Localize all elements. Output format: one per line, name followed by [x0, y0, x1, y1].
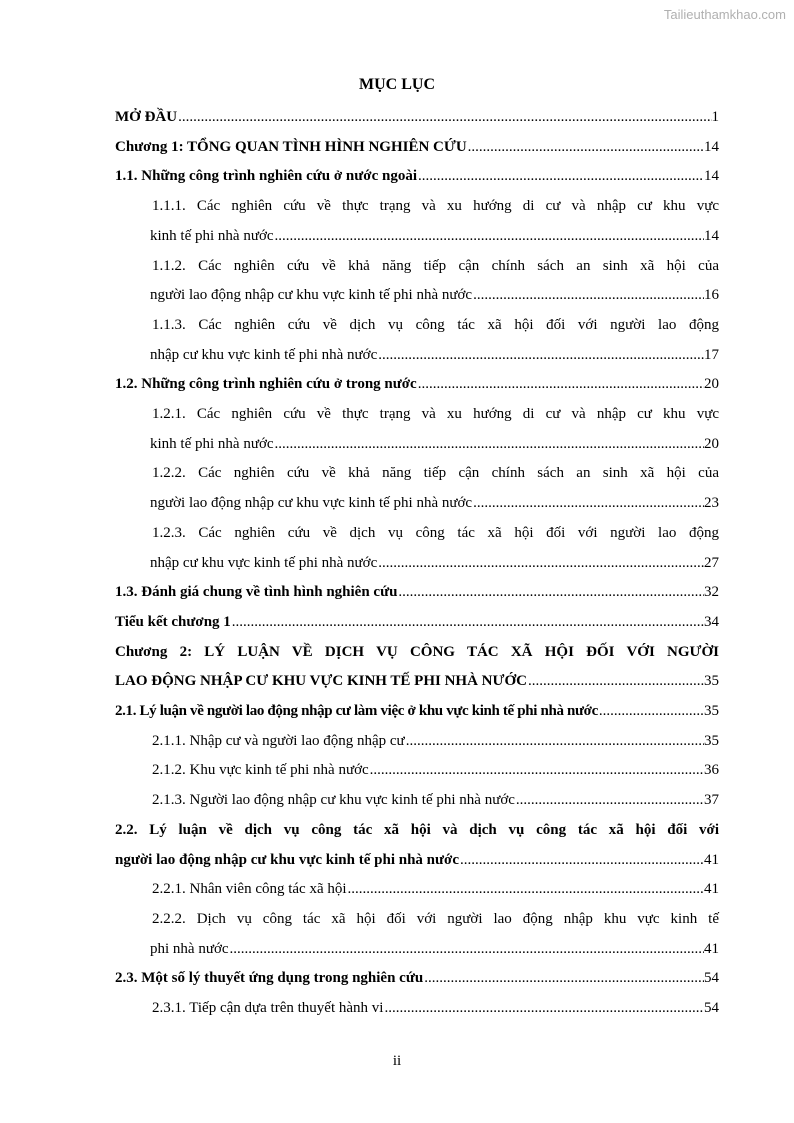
toc-entry-1-2-2[interactable] [115, 459, 719, 518]
toc-page-number: 23 [704, 495, 719, 512]
toc-entry-1-1-1[interactable] [115, 192, 719, 251]
toc-page-number: 20 [704, 435, 719, 452]
toc-entry-2-1-1[interactable] [115, 727, 719, 757]
toc-page-number: 41 [704, 881, 719, 898]
toc-entry-text: 2.1.1. Nhập cư và người lao động nhập cư [152, 732, 405, 749]
toc-entry-chapter-1[interactable] [115, 133, 719, 163]
toc-page-number: 41 [704, 940, 719, 957]
toc-page-number: 35 [704, 703, 719, 720]
toc-entry-1-3[interactable] [115, 578, 719, 608]
toc-entry-text: kinh tế phi nhà nước [150, 227, 274, 244]
toc-leader-dots [378, 341, 704, 371]
toc-entry-text: 1.2. Những công trình nghiên cứu ở trong nước [115, 376, 417, 393]
toc-leader-dots [599, 697, 704, 727]
toc-page-number: 27 [704, 554, 719, 571]
toc-page-number: 17 [704, 346, 719, 363]
toc-page-number: 54 [704, 1000, 719, 1017]
toc-entry-text: người lao động nhập cư khu vực kinh tế phi nhà nước [150, 495, 473, 512]
toc-page-number: 14 [704, 168, 719, 185]
toc-page-number: 16 [704, 287, 719, 304]
toc-page-number: 36 [704, 762, 719, 779]
toc-entry-1-2[interactable] [115, 370, 719, 400]
toc-page-number: 54 [704, 970, 719, 987]
toc-entry-chapter-2[interactable] [115, 638, 719, 697]
toc-entry-text: kinh tế phi nhà nước [150, 435, 274, 452]
toc-entry-text: nhập cư khu vực kinh tế phi nhà nước [150, 554, 378, 571]
toc-entry-text: MỞ ĐẦU [115, 109, 178, 125]
toc-page-number: 1 [711, 109, 719, 125]
toc-entry-text: 2.1.3. Người lao động nhập cư khu vực kinh tế phi nhà nước [152, 792, 515, 809]
toc-entry-text-line1: 1.2.3. Các nghiên cứu về dịch vụ công tác xã hội đối với người lao động [152, 524, 719, 541]
toc-entry-mo-dau[interactable] [115, 103, 719, 133]
toc-leader-dots [384, 994, 704, 1024]
toc-leader-dots [378, 549, 704, 579]
toc-page-number: 32 [704, 584, 719, 601]
toc-leader-dots [473, 281, 704, 311]
toc-page-number: 35 [704, 732, 719, 749]
toc-page-number: 34 [704, 613, 719, 630]
toc-entry-text: Tiểu kết chương 1 [115, 613, 231, 630]
toc-entry-text: phi nhà nước [150, 940, 229, 957]
toc-leader-dots [398, 578, 704, 608]
toc-entry-text: nhập cư khu vực kinh tế phi nhà nước [150, 346, 378, 363]
toc-entry-text: 2.1. Lý luận về người lao động nhập cư làm việc ở khu vực kinh tế phi nhà nước [115, 703, 598, 720]
toc-page-number: 14 [704, 138, 719, 155]
toc-entry-text: 1.3. Đánh giá chung về tình hình nghiên cứu [115, 584, 398, 601]
toc-entry-text-line1: 2.2.2. Dịch vụ công tác xã hội đối với người lao động nhập khu vực kinh tế [152, 910, 719, 927]
toc-entry-2-2-1[interactable] [115, 875, 719, 905]
toc-entry-summary-chapter-1[interactable] [115, 608, 719, 638]
toc-entry-text-line1: 2.2. Lý luận về dịch vụ công tác xã hội và dịch vụ công tác xã hội đối với [115, 821, 719, 838]
toc-leader-dots [232, 608, 704, 638]
toc-entry-1-2-1[interactable] [115, 400, 719, 459]
toc-leader-dots [348, 875, 704, 905]
toc-entry-2-1-3[interactable] [115, 786, 719, 816]
toc-leader-dots [275, 430, 704, 460]
toc-leader-dots [230, 935, 704, 965]
toc-entry-1-1-2[interactable] [115, 252, 719, 311]
toc-entry-text: LAO ĐỘNG NHẬP CƯ KHU VỰC KINH TẾ PHI NHÀ NƯỚC [115, 673, 527, 690]
toc-leader-dots [516, 786, 704, 816]
toc-leader-dots [528, 667, 704, 697]
page-title: MỤC LỤC [359, 76, 435, 93]
page-number: ii [392, 1053, 402, 1069]
toc-page-number: 41 [704, 851, 719, 868]
toc-entry-1-1[interactable] [115, 162, 719, 192]
toc-leader-dots [418, 162, 704, 192]
toc-entry-text: 2.2.1. Nhân viên công tác xã hội [152, 881, 347, 898]
toc-page-number: 35 [704, 673, 719, 690]
toc-page-number: 14 [704, 227, 719, 244]
toc-entry-text: 2.3.1. Tiếp cận dựa trên thuyết hành vi [152, 1000, 384, 1017]
toc-leader-dots [473, 489, 704, 519]
toc-entry-text-line1: 1.1.1. Các nghiên cứu về thực trạng và xu hướng di cư và nhập cư khu vực [152, 198, 719, 215]
toc-page-number: 37 [704, 792, 719, 809]
toc-entry-text: 2.1.2. Khu vực kinh tế phi nhà nước [152, 762, 369, 779]
toc-leader-dots [468, 133, 704, 163]
toc-entry-2-2-2[interactable] [115, 905, 719, 964]
toc-leader-dots [418, 370, 704, 400]
toc-entry-2-1-2[interactable] [115, 756, 719, 786]
toc-leader-dots [275, 222, 704, 252]
toc-entry-2-1[interactable] [115, 697, 719, 727]
toc-entry-2-3-1[interactable] [115, 994, 719, 1024]
toc-entry-text: 1.1. Những công trình nghiên cứu ở nước ngoài [115, 168, 417, 185]
toc-entry-text-line1: 1.2.2. Các nghiên cứu về khả năng tiếp cận chính sách an sinh xã hội của [152, 465, 719, 482]
toc-leader-dots [424, 964, 704, 994]
toc-entry-text: người lao động nhập cư khu vực kinh tế phi nhà nước [150, 287, 473, 304]
toc-leader-dots [370, 756, 704, 786]
toc-entry-text-line1: 1.1.3. Các nghiên cứu về dịch vụ công tác xã hội đối với người lao động [152, 316, 719, 333]
toc-entry-text: người lao động nhập cư khu vực kinh tế phi nhà nước [115, 851, 459, 868]
toc-entry-text: Chương 1: TỔNG QUAN TÌNH HÌNH NGHIÊN CỨU [115, 138, 467, 155]
toc-leader-dots [406, 727, 704, 757]
toc-entry-text: 2.3. Một số lý thuyết ứng dụng trong nghiên cứu [115, 970, 424, 987]
toc-entry-text-line1: 1.2.1. Các nghiên cứu về thực trạng và xu hướng di cư và nhập cư khu vực [152, 406, 719, 423]
toc-entry-text-line1: 1.1.2. Các nghiên cứu về khả năng tiếp cận chính sách an sinh xã hội của [152, 257, 719, 274]
toc-page-number: 20 [704, 376, 719, 393]
toc-entry-text-line1: Chương 2: LÝ LUẬN VỀ DỊCH VỤ CÔNG TÁC XÃ HỘI ĐỐI VỚI NGƯỜI [115, 643, 719, 660]
watermark-text: Tailieuthamkhao.com [663, 7, 786, 22]
toc-leader-dots [178, 103, 711, 133]
table-of-contents [115, 103, 719, 1024]
toc-entry-1-2-3[interactable] [115, 519, 719, 578]
toc-entry-1-1-3[interactable] [115, 311, 719, 370]
toc-leader-dots [460, 846, 704, 876]
toc-entry-2-3[interactable] [115, 964, 719, 994]
toc-entry-2-2[interactable] [115, 816, 719, 875]
